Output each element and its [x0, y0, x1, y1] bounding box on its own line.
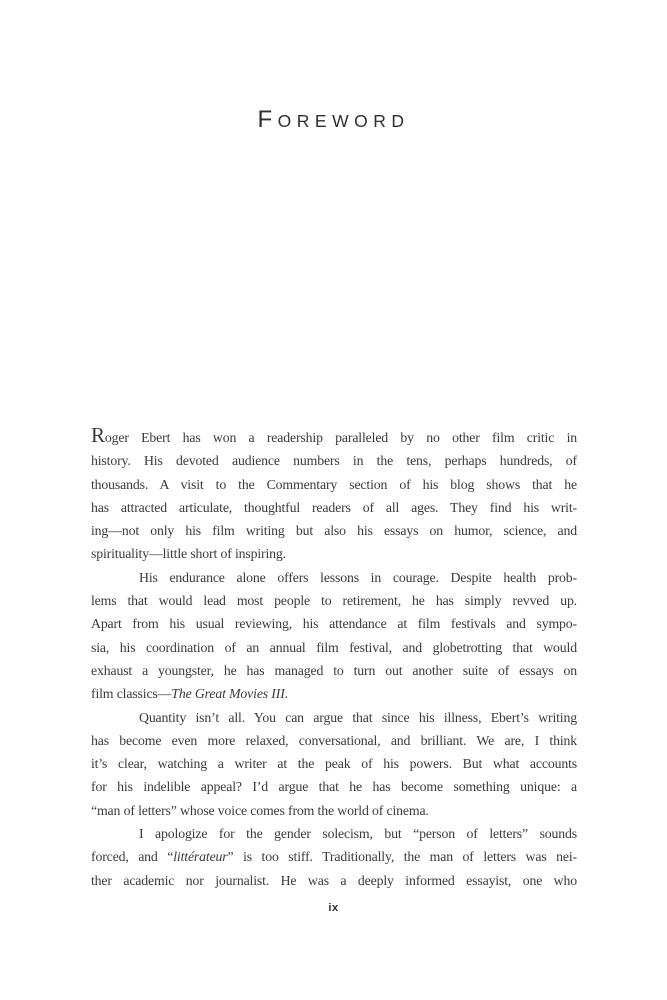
text-line — [91, 799, 577, 822]
text-segment: oger Ebert has won a readership paralleled by no other film critic in — [104, 430, 577, 445]
chapter-title — [0, 101, 667, 136]
text-segment: . — [284, 686, 288, 702]
text-line — [91, 424, 577, 449]
paragraph — [91, 822, 577, 892]
text-segment: His endurance alone offers lessons in courage. Despite health prob- — [139, 569, 577, 585]
text-line — [91, 822, 577, 845]
text-segment: history. His devoted audience numbers in the tens, perhaps hundreds, of — [91, 453, 577, 469]
paragraph — [91, 566, 577, 706]
text-line — [91, 542, 577, 565]
text-segment: it’s clear, watching a writer at the peak of his powers. But what accounts — [91, 756, 577, 772]
page-number: ix — [328, 902, 339, 914]
text-line — [91, 519, 577, 542]
text-line — [91, 729, 577, 752]
text-segment: thousands. A visit to the Commentary section of his blog shows that he — [91, 476, 577, 492]
text-segment: Quantity isn’t all. You can argue that since his illness, Ebert’s writing — [139, 709, 577, 725]
text-segment: exhaust a youngster, he has managed to turn out another suite of essays on — [91, 662, 577, 678]
italic-text-segment: The Great Movies III — [171, 686, 285, 702]
text-line — [91, 706, 577, 729]
text-segment: film classics— — [91, 686, 172, 702]
text-segment: spirituality—little short of inspiring. — [91, 546, 286, 562]
text-segment: lems that would lead most people to retirement, he has simply revved up. — [91, 593, 577, 609]
text-line — [91, 845, 577, 868]
raised-initial-cap: R — [91, 424, 105, 447]
text-line — [91, 636, 577, 659]
text-segment: has attracted articulate, thoughtful readers of all ages. They find his writ- — [91, 499, 577, 515]
text-segment: ther academic nor journalist. He was a deeply informed essayist, one who — [91, 872, 577, 888]
text-line — [91, 496, 577, 519]
italic-text-segment: littérateur — [173, 849, 228, 865]
text-line — [91, 449, 577, 472]
text-segment: sia, his coordination of an annual film festival, and globetrotting that would — [91, 639, 577, 655]
text-line — [91, 752, 577, 775]
text-segment: “man of letters” whose voice comes from the world of cinema. — [91, 802, 429, 818]
text-segment: Apart from his usual reviewing, his attendance at film festivals and sympo- — [91, 616, 577, 632]
text-line — [91, 612, 577, 635]
chapter-title-initial: F — [257, 106, 278, 133]
text-line — [91, 589, 577, 612]
text-segment: for his indelible appeal? I’d argue that he has become something unique: a — [91, 779, 577, 795]
text-line — [91, 566, 577, 589]
text-line — [91, 775, 577, 798]
chapter-title-rest: OREWORD — [277, 111, 410, 131]
text-segment: ing—not only his film writing but also his essays on humor, science, and — [91, 523, 577, 539]
text-segment: forced, and “ — [91, 849, 174, 865]
text-line — [91, 473, 577, 496]
body-text — [91, 424, 577, 892]
text-segment: has become even more relaxed, conversational, and brilliant. We are, I think — [91, 732, 577, 748]
text-segment: I apologize for the gender solecism, but “person of letters” sounds — [139, 826, 577, 842]
text-line — [91, 869, 577, 892]
text-segment: ” is too stiff. Traditionally, the man of letters was nei- — [227, 849, 577, 865]
paragraph — [91, 424, 577, 566]
paragraph — [91, 706, 577, 822]
text-line — [91, 659, 577, 682]
text-line — [91, 682, 577, 705]
